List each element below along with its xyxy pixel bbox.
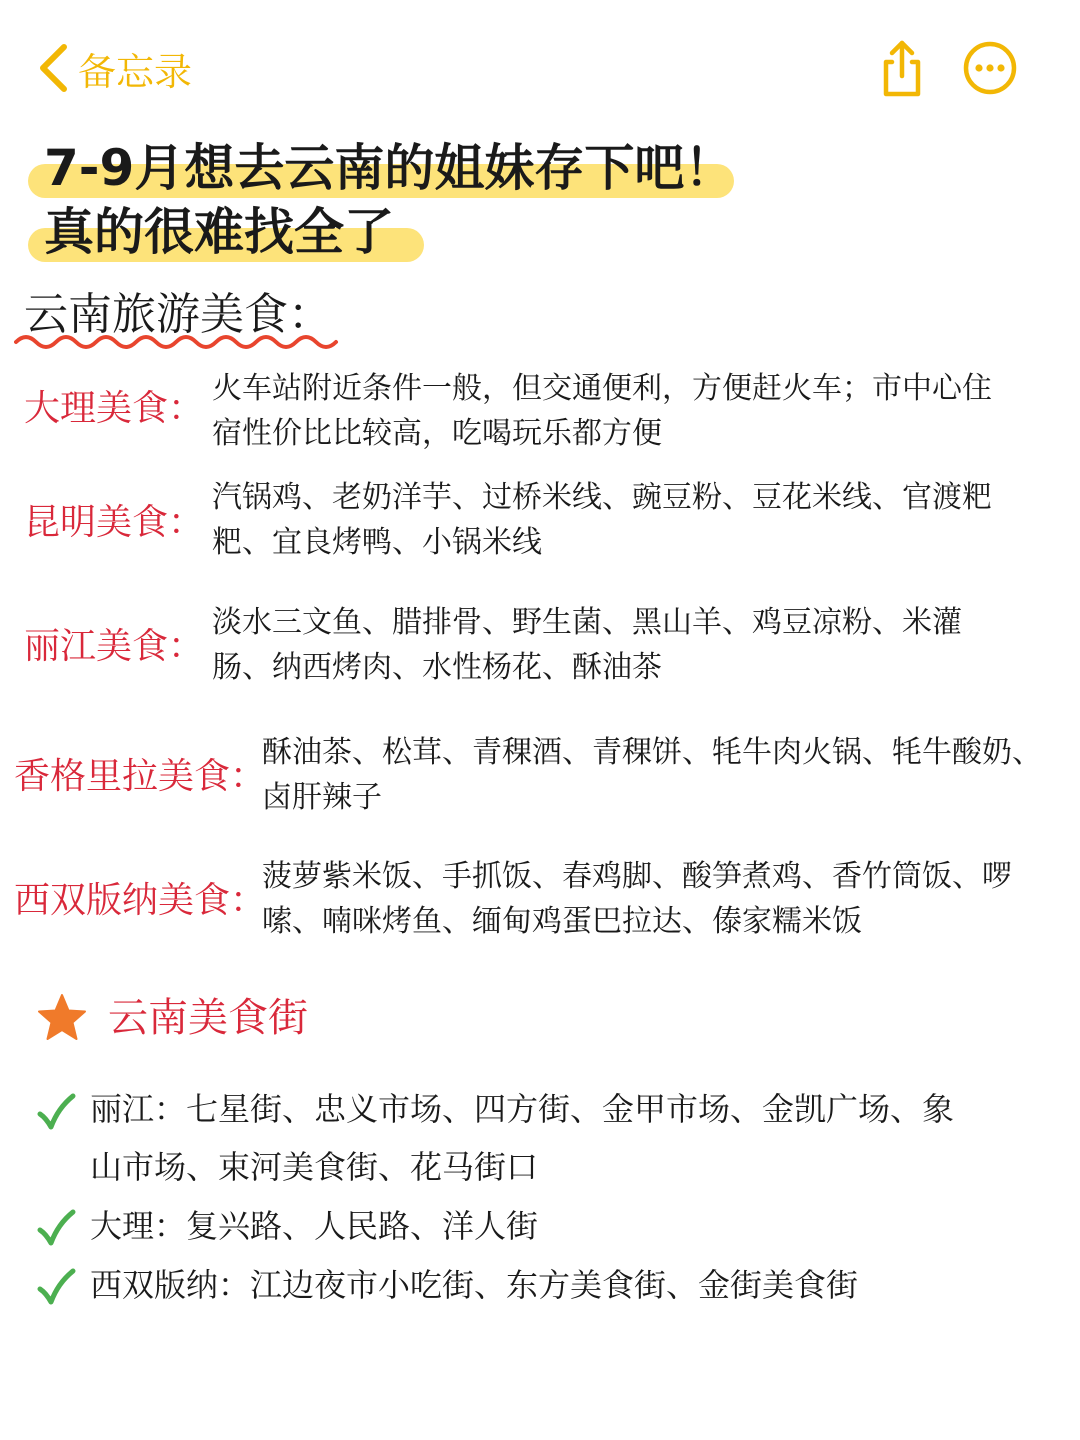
street-item-xishuangbanna: 西双版纳：江边夜市小吃街、东方美食街、金街美食街 [90,1266,859,1304]
checkmark-icon [36,1267,76,1307]
food-text-kunming: 汽锅鸡、老奶洋芋、过桥米线、豌豆粉、豆花米线、官渡粑粑、宜良烤鸭、小锅米线 [212,480,992,560]
star-icon [36,992,88,1044]
navbar [0,0,1080,130]
more-button[interactable] [960,38,1020,98]
share-button[interactable] [872,38,932,98]
food-label-shangrila: 香格里拉美食： [14,756,267,797]
chevron-left-icon [36,43,70,93]
food-text-lijiang: 淡水三文鱼、腊排骨、野生菌、黑山羊、鸡豆凉粉、米灌肠、纳西烤肉、水性杨花、酥油茶 [212,605,962,685]
food-label-dali: 大理美食： [24,388,205,429]
food-text-shangrila: 酥油茶、松茸、青稞酒、青稞饼、牦牛肉火锅、牦牛酸奶、卤肝辣子 [262,735,1042,815]
more-icon [960,38,1020,98]
food-text-xishuangbanna: 菠萝紫米饭、手抓饭、春鸡脚、酸笋煮鸡、香竹筒饭、啰嗦、喃咪烤鱼、缅甸鸡蛋巴拉达、傣家糯米饭 [262,859,1012,939]
food-text-dali: 火车站附近条件一般，但交通便利，方便赶火车；市中心住宿性价比比较高，吃喝玩乐都方便 [212,371,992,451]
street-item-lijiang: 丽江：七星街、忠义市场、四方街、金甲市场、金凯广场、象山市场、束河美食街、花马街口 [90,1090,955,1186]
section-title: 云南旅游美食： [24,289,332,340]
wavy-underline [14,330,340,350]
back-label: 备忘录 [78,49,193,94]
food-label-lijiang: 丽江美食： [24,626,205,667]
food-street-heading: 云南美食街 [108,995,308,1041]
note-title-line-1: 7-9月想去云南的姐妹存下吧！ [44,139,735,197]
street-item-dali: 大理：复兴路、人民路、洋人街 [90,1207,539,1245]
share-icon [872,38,932,98]
food-label-xishuangbanna: 西双版纳美食： [14,880,267,921]
checkmark-icon [36,1208,76,1248]
checkmark-icon [36,1092,76,1132]
note-title-line-2: 真的很难找全了 [44,203,394,261]
food-label-kunming: 昆明美食： [24,502,205,543]
back-button[interactable] [36,38,192,98]
